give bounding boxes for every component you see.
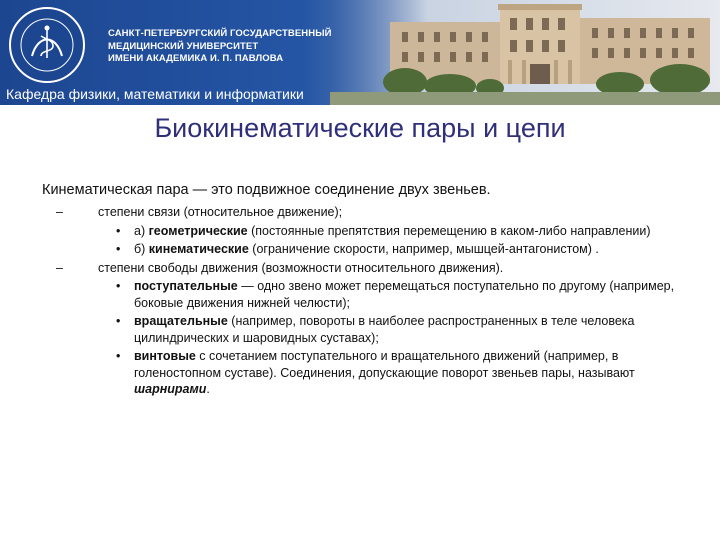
- sub-item-rotational: [42, 313, 702, 346]
- sub-item-term: вращательные: [134, 314, 228, 328]
- header-banner: [0, 0, 720, 105]
- dot-bullet: •: [116, 349, 121, 363]
- intro-text: Кинематическая пара — это подвижное соединение двух звеньев.: [42, 182, 491, 198]
- university-name-line-3: ИМЕНИ АКАДЕМИКА И. П. ПАВЛОВА: [108, 53, 284, 64]
- hinge-term: шарнирами: [134, 382, 207, 396]
- list-item-connection-degrees: [42, 204, 702, 221]
- sub-item-text: — одно звено может перемещаться поступательно по другому (например, боковые движения нижней челюсти);: [134, 279, 675, 310]
- sub-item-term: винтовые: [134, 349, 196, 363]
- university-building-image: [330, 0, 720, 105]
- list-item-text: степени свободы движения (возможности относительного движения).: [98, 260, 504, 275]
- sub-item-prefix: б): [134, 242, 149, 256]
- list-item-text: степени связи (относительное движение);: [98, 205, 343, 219]
- sub-item-text: (ограничение скорости, например, мышцей-антагонистом) .: [248, 242, 599, 256]
- slide-body: [42, 182, 702, 400]
- university-seal-icon: [8, 6, 86, 84]
- dash-bullet: –: [56, 205, 63, 219]
- dot-bullet: •: [116, 279, 121, 293]
- sub-item-prefix: а): [134, 223, 149, 238]
- department-name: Кафедра физики, математики и информатики: [6, 86, 304, 102]
- sub-item-kinematic: [42, 241, 702, 258]
- dash-bullet: –: [56, 260, 63, 275]
- university-name-line-1: САНКТ-ПЕТЕРБУРГСКИЙ ГОСУДАРСТВЕННЫЙ: [108, 28, 332, 39]
- sub-item-term: геометрические: [148, 223, 248, 238]
- sub-item-translational: [42, 278, 702, 311]
- dot-bullet: •: [116, 242, 121, 256]
- university-name-line-2: МЕДИЦИНСКИЙ УНИВЕРСИТЕТ: [108, 40, 259, 52]
- university-name: [108, 28, 338, 66]
- sub-item-screw: [42, 348, 702, 398]
- list-item-freedom-degrees: [42, 260, 702, 277]
- sub-item-term: поступательные: [134, 279, 238, 293]
- sub-item-text: (постоянные препятствия перемещению в каком-либо направлении): [247, 223, 651, 238]
- sentence-end: .: [206, 382, 210, 396]
- sub-item-text: (например, повороты в наиболее распространенных в теле человека цилиндрических и шаровидных суставах);: [134, 314, 635, 345]
- dot-bullet: •: [116, 314, 121, 328]
- sub-item-text: с сочетанием поступательного и вращательного движений (например, в голеностопном суставе). Соединения, допускающие поворот звеньев пары, называют: [134, 349, 635, 380]
- slide-title: Биокинематические пары и цепи: [154, 113, 566, 143]
- sub-item-term: кинематические: [148, 242, 249, 256]
- dot-bullet: •: [116, 223, 121, 238]
- sub-item-geometric: [42, 223, 702, 240]
